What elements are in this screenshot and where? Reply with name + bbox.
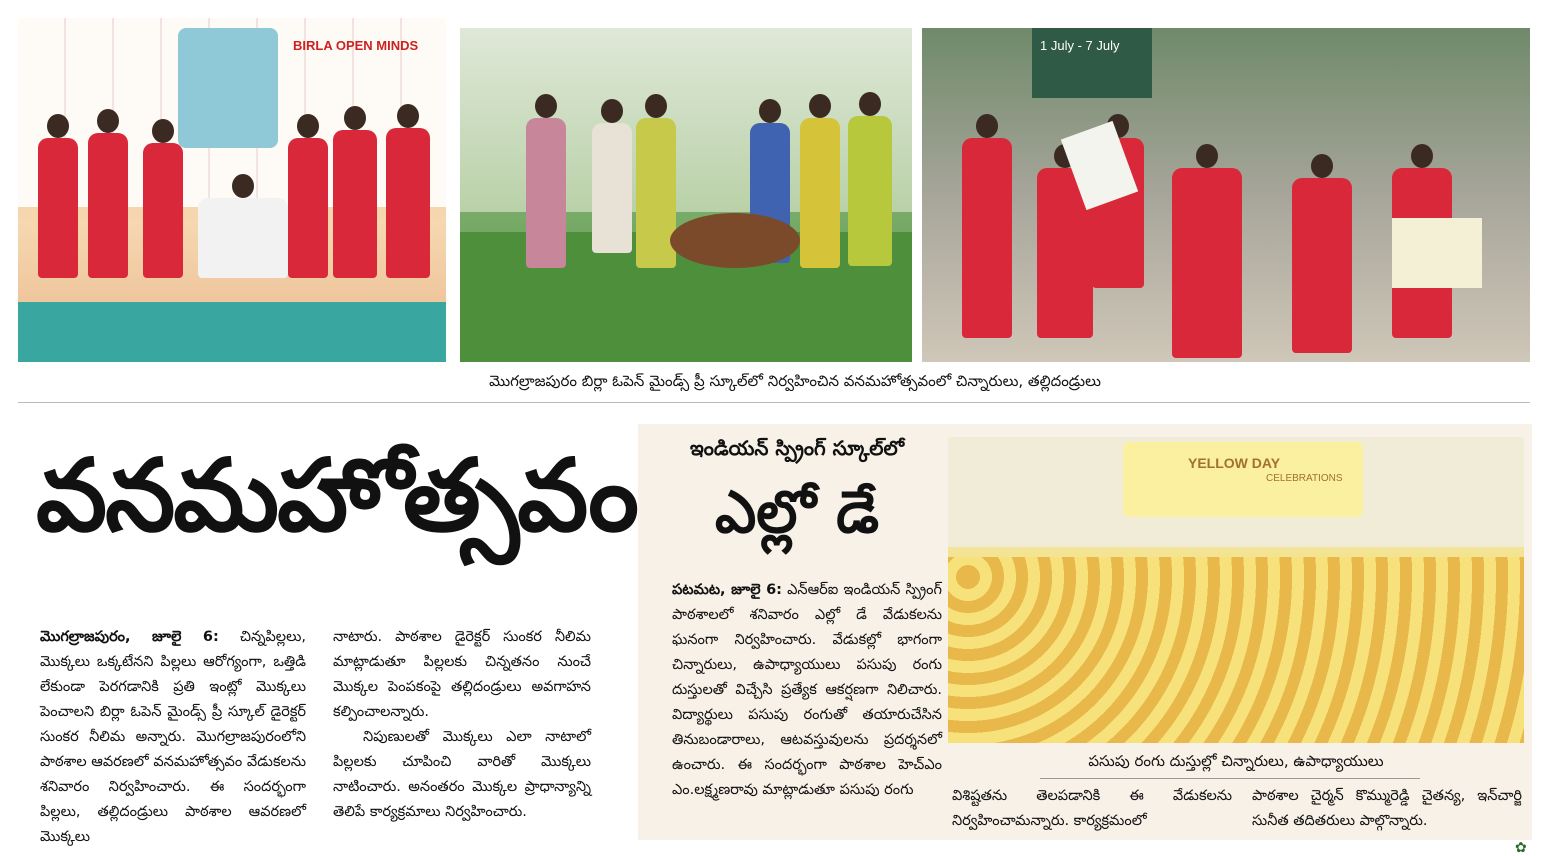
adult-figure [848,116,892,266]
body-text: నాటారు. పాఠశాల డైరెక్టర్ సుంకర నీలిమ మాట్లాడుతూ పిల్లలకు చిన్నతనం నుంచే మొక్కల పెంపకంపై తల్లిదండ్రులు అవగాహన కల్పించాలన్నారు. [333,629,591,720]
photo-caption-top: మొగల్రాజపురం బిర్లా ఓపెన్ మైండ్స్ ప్రీ స్కూల్‌లో నిర్వహించిన వనమహోత్సవంలో చిన్నారులు, తల్లిదండ్రులు [489,372,1101,390]
photo-children-planting [18,18,446,362]
adult-figure [800,118,840,268]
photo-children-posters [922,28,1530,362]
story2-column-1 [672,578,942,803]
body-text: నిపుణులతో మొక్కలు ఎలా నాటాలో పిల్లలకు చూపించి వారితో మొక్కలు నాటించారు. అనంతరం మొక్కల ప్రాధాన్యాన్ని తెలిపే కార్యక్రమాలు నిర్వహించారు. [333,729,591,820]
poster-card [1392,218,1482,288]
child-figure [1292,178,1352,353]
child-figure [962,138,1012,338]
adult-figure [636,118,676,268]
banner-text: BIRLA OPEN MINDS [293,38,419,53]
photo-caption-yellow-day: పసుపు రంగు దుస్తుల్లో చిన్నారులు, ఉపాధ్యాయులు [1088,752,1384,770]
story1-column-1 [40,625,306,850]
child-figure [288,138,328,278]
dateline: పటమట, జూలై 6: [672,582,782,598]
floor-mat [18,302,446,362]
body-text: చిన్నపిల్లలు, మొక్కలు ఒక్కటేనని పిల్లలు ఆరోగ్యంగా, ఒత్తిడి లేకుండా పెరగడానికి ప్రతి ఇంట్లో మొక్కలు పెంచాలని బిర్లా ఓపెన్ మైండ్స్ ప్రీ స్కూల్ డైరెక్టర్ సుంకర నీలిమ అన్నారు. మొగల్రాజపురంలోని పాఠశాల ఆవరణలో వనమహోత్సవం వేడుకలను శనివారం నిర్వహించారు. ఈ సందర్భంగా పిల్లలు, తల్లిదండ్రులు పాఠశాల ఆవరణలో మొక్కలు [40,629,306,845]
adult-figure [592,123,632,253]
headline-vanamahotsavam: వనమహోత్సవం [36,436,637,554]
story2-column-3: పాఠశాల చైర్మన్ కొమ్మురెడ్డి చైతన్య, ఇన్‌చార్జి సునీత తదితరులు పాల్గొన్నారు. [1252,788,1522,829]
tree-poster [178,28,278,148]
banner-text: YELLOW DAY [1188,455,1281,471]
story2-kicker: ఇండియన్ స్ప్రింగ్ స్కూల్‌లో [689,436,905,460]
headline-yellow-day: ఎల్లో డే [714,478,880,546]
photo-parents-garden [460,28,912,362]
chalkboard-text: 1 July - 7 July [1040,38,1120,53]
child-figure [38,138,78,278]
dateline: మొగల్రాజపురం, జూలై 6: [40,629,219,645]
banner-subtext: CELEBRATIONS [1266,473,1343,484]
child-figure [386,128,430,278]
crowd-of-children [948,557,1524,743]
story2-column-2: విశిష్టతను తెలపడానికి ఈ వేడుకలను నిర్వహించామన్నారు. కార్యక్రమంలో [952,788,1232,829]
body-text: ఎన్ఆర్ఐ ఇండియన్ స్ప్రింగ్ పాఠశాలలో శనివారం ఎల్లో డే వేడుకలను ఘనంగా నిర్వహించారు. వేడుకల్లో భాగంగా చిన్నారులు, ఉపాధ్యాయులు పసుపు రంగు దుస్తులతో విచ్చేసి ప్రత్యేక ఆకర్షణగా నిలిచారు. విద్యార్థులు పసుపు రంగుతో తయారుచేసిన తినుబండారాలు, ఆటవస్తువులను ప్రదర్శనలో ఉంచారు. ఈ సందర్భంగా పాఠశాల హెచ్ఎం ఎం.లక్ష్మణరావు మాట్లాడుతూ పసుపు రంగు [672,582,942,798]
sprout-icon: ✿ [1515,840,1527,856]
adult-figure [198,198,288,278]
adult-figure [526,118,566,268]
plant-bed [670,213,800,268]
divider [18,402,1530,403]
child-figure [1172,168,1242,358]
child-figure [333,130,377,278]
child-figure [143,143,183,278]
story1-column-2 [333,625,591,825]
photo-yellow-day [948,437,1524,743]
child-figure [88,133,128,278]
caption-rule [1040,778,1420,779]
